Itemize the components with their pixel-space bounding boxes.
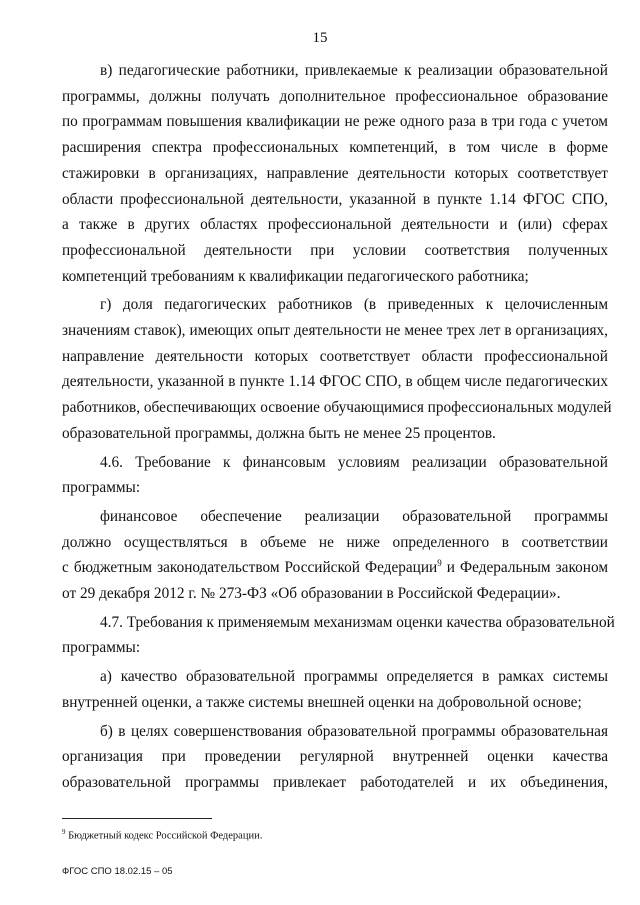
text-line: финансовое обеспечение реализации образовательной программы — [100, 507, 608, 525]
text-line: значениям ставок), имеющих опыт деятельности не менее трех лет в организациях, — [62, 322, 608, 340]
text-line: 4.6. Требование к финансовым условиям реализации образовательной — [100, 453, 608, 471]
text-line: 4.7. Требования к применяемым механизмам оценки качества образовательной — [100, 613, 615, 631]
text-line: работников, обеспечивающих освоение обучающимися профессиональных модулей — [62, 399, 612, 417]
paragraph-financing — [62, 504, 608, 607]
text-line: программы: — [62, 479, 141, 497]
text-line: компетенций требованиям к квалификации педагогического работника; — [62, 267, 529, 285]
text-line: от 29 декабря 2012 г. № 273-ФЗ «Об образовании в Российской Федерации». — [62, 585, 561, 603]
text-line: б) в целях совершенствования образовательной программы образовательная — [100, 722, 608, 740]
footnote-reference[interactable]: 9 — [437, 558, 442, 569]
text-line: а также в других областях профессиональной деятельности и (или) сферах — [62, 216, 608, 234]
footnote — [62, 828, 262, 842]
paragraph-4-7 — [62, 610, 615, 661]
footnote-text: Бюджетный кодекс Российской Федерации. — [65, 830, 263, 842]
text-line: области профессиональной деятельности, указанной в пункте 1.14 ФГОС СПО, — [62, 190, 608, 208]
text-line-with-footnote — [62, 555, 608, 581]
text-line: г) доля педагогических работников (в приведенных к целочисленным — [100, 296, 608, 314]
text-line: программы, должны получать дополнительное профессиональное образование — [62, 87, 608, 105]
paragraph-a — [62, 664, 608, 715]
text-line: образовательной программы, должна быть не менее 25 процентов. — [62, 424, 496, 442]
paragraph-v — [62, 58, 608, 289]
document-body — [62, 58, 615, 796]
text-line: внутренней оценки, а также системы внешней оценки на добровольной основе; — [62, 693, 582, 711]
paragraph-g — [62, 292, 612, 446]
text-line: профессиональной деятельности при условии соответствия полученных — [62, 241, 608, 259]
text-line: направление деятельности которых соответствует области профессиональной — [62, 347, 608, 365]
document-code: ФГОС СПО 18.02.15 – 05 — [62, 866, 173, 877]
paragraph-4-6 — [62, 450, 608, 501]
page-number: 15 — [312, 30, 328, 46]
paragraph-b — [62, 719, 608, 796]
text-line: программы: — [62, 639, 141, 657]
text-line: в) педагогические работники, привлекаемые к реализации образовательной — [100, 62, 608, 79]
text-fragment: с бюджетным законодательством Российской Федерации — [62, 559, 438, 577]
footnote-separator — [62, 818, 212, 819]
text-line: расширения спектра профессиональных компетенций, в том числе в форме — [62, 139, 608, 157]
text-line: стажировки в организациях, направление деятельности которых соответствует — [62, 164, 608, 182]
text-line: по программам повышения квалификации не реже одного раза в три года с учетом — [62, 113, 608, 131]
text-line: деятельности, указанной в пункте 1.14 ФГОС СПО, в общем числе педагогических — [62, 373, 608, 391]
text-line: должно осуществляться в объеме не ниже определенного в соответствии — [62, 533, 608, 551]
footnote-marker: 9 — [62, 828, 66, 836]
text-line: а) качество образовательной программы определяется в рамках системы — [100, 668, 608, 686]
text-line: образовательной программы привлекает работодателей и их объединения, — [62, 773, 608, 791]
text-line: организация при проведении регулярной внутренней оценки качества — [62, 748, 608, 766]
text-fragment: и Федеральным законом — [441, 559, 608, 577]
